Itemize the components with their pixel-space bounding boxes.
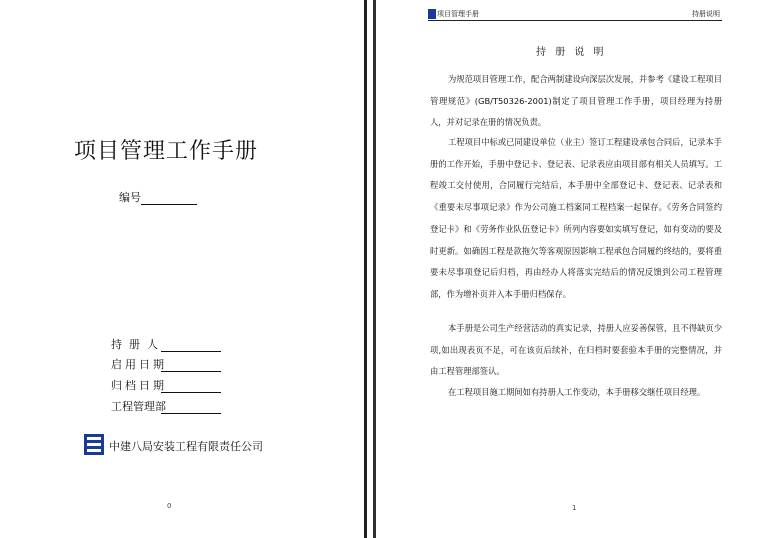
dept-label: 工程管理部 <box>111 400 166 413</box>
header-left-text: 项目管理手册 <box>437 10 479 18</box>
start-date-field <box>111 356 221 372</box>
dept-field <box>111 398 221 414</box>
company-name: 中建八局安装工程有限责任公司 <box>109 440 263 453</box>
paragraph-1: 为规范项目管理工作，配合两制建设向深层次发展，并参考《建设工程项目管理规范》(GB/T50326-2001)制定了项目管理工作手册，项目经理为持册人，并对记录在册的情况负责。 <box>430 74 722 128</box>
paragraph-4: 在工程项目施工期间如有持册人工作变动，本手册移交继任项目经理。 <box>448 387 706 397</box>
archive-date-label: 归档日期 <box>111 379 167 392</box>
header-right-text: 持册说明 <box>692 10 720 18</box>
company-logo-icon <box>84 434 104 455</box>
dept-underline <box>161 402 221 414</box>
archive-date-underline <box>161 381 221 393</box>
number-underline <box>141 193 197 205</box>
archive-date-field <box>111 377 221 393</box>
paragraph-2: 工程项目中标或已同建设单位（业主）签订工程建设承包合同后，记录本手册的工作开始，手册中登记卡、登记表、记录表应由项目部有相关人员填写。工程竣工交付使用，合同履行完结后，本手册中全部登记卡、登记表、记录表和《重要未尽事项记录》作为公司施工档案同工程档案一起保存。《劳务合同签约登记卡》和《劳务作业队伍登记卡》所列内容要如实填写登记，如有变动的要及时更新。如确因工程是款拖欠等客观原因影响工程承包合同履约终结的，要将重要未尽事项登记后归档，再由经办人将落实完结后的情况反馈到公司工程管理部，作为增补页并入本手册归档保存。 <box>430 137 722 299</box>
holder-field <box>111 336 221 352</box>
cover-title: 项目管理工作手册 <box>74 139 259 164</box>
number-label: 编号 <box>119 191 141 204</box>
header-rule <box>428 20 722 21</box>
instructions-title: 持 册 说 明 <box>536 47 607 58</box>
cover-page <box>0 0 364 538</box>
paragraph-3: 本手册是公司生产经营活动的真实记录，持册人应妥善保管，且不得缺页少项,如出现表页不足，可在该页后续补，在归档时要套验本手册的完整情况，并由工程管理部签认。 <box>430 323 722 377</box>
number-field <box>119 189 197 205</box>
header-logo-icon <box>428 9 436 19</box>
start-date-label: 启用日期 <box>111 358 167 371</box>
instructions-page-number: 1 <box>572 504 577 512</box>
page-gutter <box>364 0 380 538</box>
holder-underline <box>161 340 221 352</box>
holder-label: 持 册 人 <box>111 338 158 351</box>
start-date-underline <box>161 360 221 372</box>
cover-page-number: 0 <box>167 502 172 510</box>
